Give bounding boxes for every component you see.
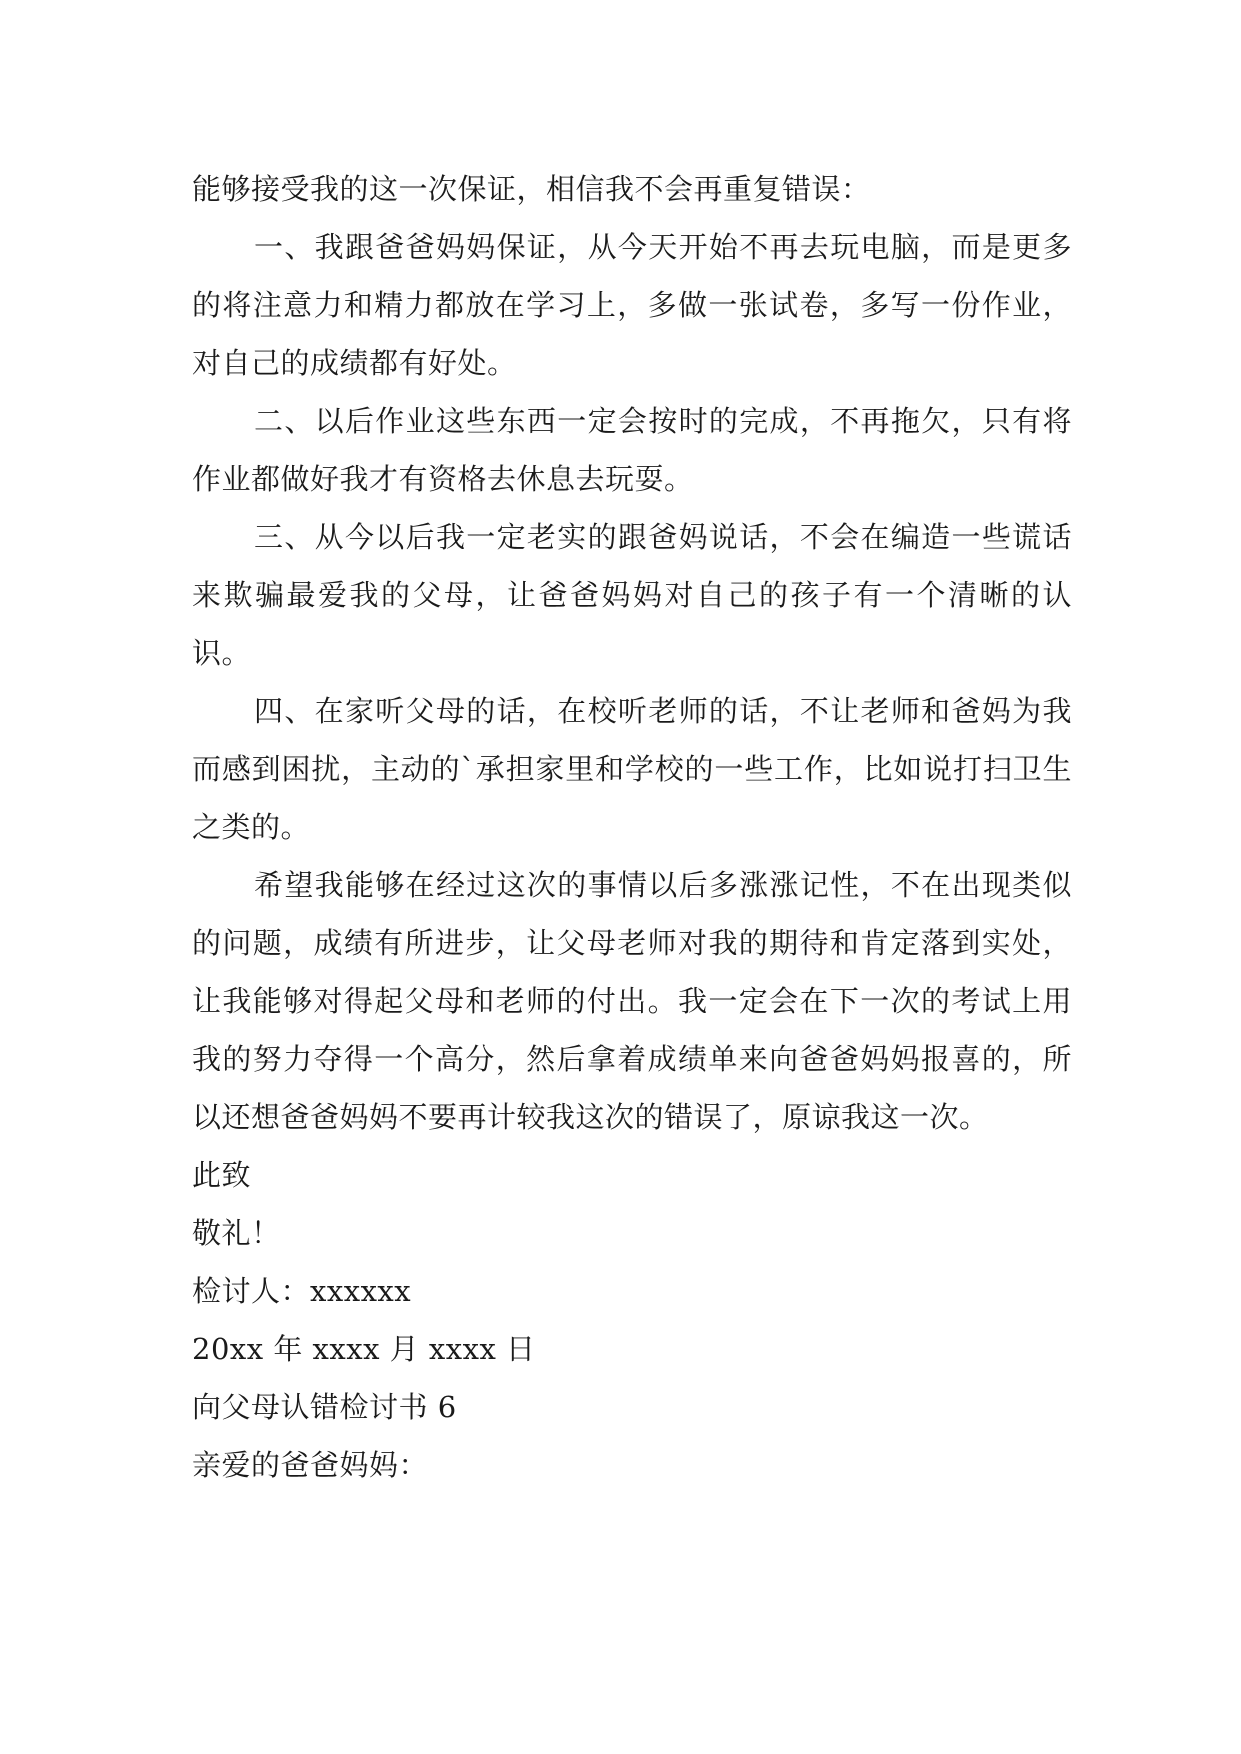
- document-body: [192, 160, 1072, 1494]
- closing-line-2: 敬礼！: [192, 1216, 281, 1250]
- signer-line: 检讨人：xxxxxx: [192, 1274, 412, 1308]
- paragraph-promise-3: 三、从今以后我一定老实的跟爸妈说话，不会在编造一些谎话来欺骗最爱我的父母，让爸爸妈妈对自己的孩子有一个清晰的认识。: [192, 520, 1072, 670]
- next-section-title: 向父母认错检讨书 6: [192, 1390, 457, 1424]
- paragraph-promise-4: 四、在家听父母的话，在校听老师的话，不让老师和爸妈为我而感到困扰，主动的`承担家里和学校的一些工作，比如说打扫卫生之类的。: [192, 694, 1072, 844]
- paragraph-intro: 能够接受我的这一次保证，相信我不会再重复错误：: [192, 172, 871, 206]
- next-section-salutation: 亲爱的爸爸妈妈：: [192, 1448, 429, 1482]
- paragraph-hope: 希望我能够在经过这次的事情以后多涨涨记性，不在出现类似的问题，成绩有所进步，让父母老师对我的期待和肯定落到实处，让我能够对得起父母和老师的付出。我一定会在下一次的考试上用我的努力夺得一个高分，然后拿着成绩单来向爸爸妈妈报喜的，所以还想爸爸妈妈不要再计较我这次的错误了，原谅我这一次。: [192, 868, 1072, 1134]
- paragraph-promise-2: 二、以后作业这些东西一定会按时的完成，不再拖欠，只有将作业都做好我才有资格去休息去玩耍。: [192, 404, 1072, 496]
- closing-line-1: 此致: [192, 1158, 252, 1192]
- paragraph-promise-1: 一、我跟爸爸妈妈保证，从今天开始不再去玩电脑，而是更多的将注意力和精力都放在学习上，多做一张试卷，多写一份作业，对自己的成绩都有好处。: [192, 230, 1072, 380]
- date-line: 20xx 年 xxxx 月 xxxx 日: [192, 1332, 536, 1366]
